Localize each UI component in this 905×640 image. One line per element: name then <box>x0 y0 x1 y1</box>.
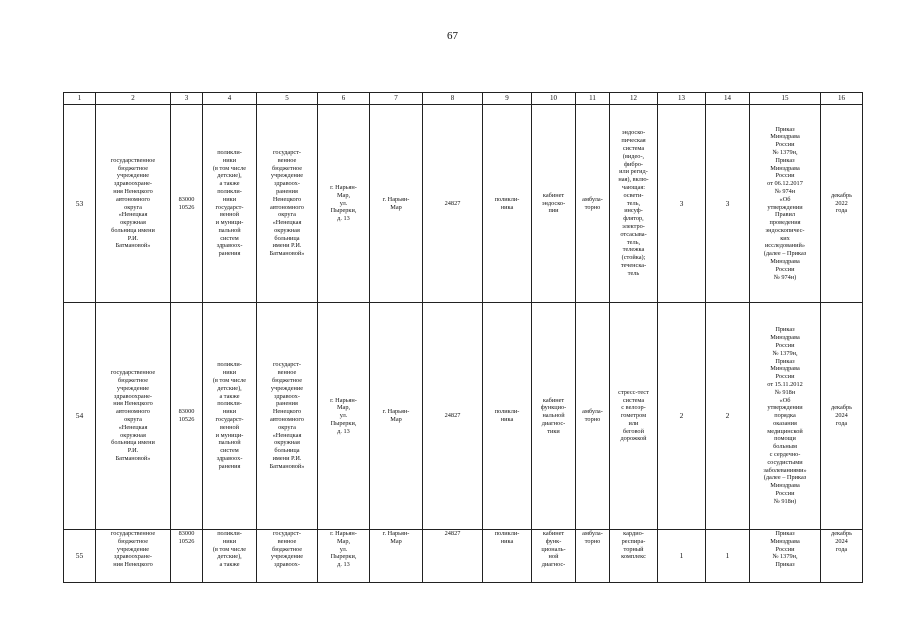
table-cell <box>576 530 610 583</box>
table-cell <box>257 303 318 530</box>
table-cell <box>423 105 483 303</box>
table-cell <box>658 530 706 583</box>
table-cell <box>171 530 203 583</box>
table-cell <box>257 105 318 303</box>
table-row <box>64 303 863 530</box>
table-cell <box>532 105 576 303</box>
header-cell: 13 <box>658 93 706 105</box>
header-cell: 14 <box>706 93 750 105</box>
table-cell <box>318 303 370 530</box>
cell-text: г. Нарьян- Мар <box>382 530 410 545</box>
cell-text: кардио- респира- торный комплекс <box>621 530 646 561</box>
cell-text: государственное бюджетное учреждение здравоохране- ния Ненецкого <box>110 530 156 569</box>
header-cell: 12 <box>610 93 658 105</box>
table-cell <box>706 105 750 303</box>
cell-text: 55 <box>75 551 84 561</box>
table-cell <box>257 530 318 583</box>
table-cell <box>96 530 171 583</box>
cell-text: амбула- торно <box>582 530 603 545</box>
table-cell <box>96 105 171 303</box>
cell-text: поликли- ники (в том числе детские), а также поликли- ники государст- венной и муници- пальной систем здравоох- ранения <box>212 361 247 470</box>
cell-text: декабрь 2024 года <box>831 404 852 427</box>
header-cell: 9 <box>483 93 532 105</box>
table-cell <box>203 530 257 583</box>
cell-text: г. Нарьян- Мар, ул. Пырерки, д. 13 <box>330 184 357 223</box>
cell-text: Приказ Минздрава России № 1379н, Приказ Минздрава России от 06.12.2017 № 974н «Об утверждении Правил проведения эндоскопичес- ких исследований» (далее – Приказ Минздрава России № 974н) <box>763 125 807 281</box>
cell-text: декабрь 2024 года <box>831 530 852 553</box>
table-cell <box>750 530 821 583</box>
table-cell <box>532 303 576 530</box>
table-row <box>64 105 863 303</box>
table-cell <box>610 530 658 583</box>
cell-text: Приказ Минздрава России № 1379н, Приказ Минздрава России от 15.11.2012 № 918н «Об утверждении порядка оказания медицинской помощи больным с сердечно- сосудистыми заболеваниями» (далее – Приказ Минздрава России № 918н) <box>763 326 807 505</box>
table-cell <box>483 530 532 583</box>
header-cell: 15 <box>750 93 821 105</box>
cell-text: государст- венное бюджетное учреждение здравоох- ранения Ненецкого автономного округа «Ненецкая окружная больница имени Р.И. Батмановой» <box>269 361 305 470</box>
table-cell <box>576 105 610 303</box>
cell-text: поликли- ники (в том числе детские), а также поликли- ники государст- венной и муници- пальной систем здравоох- ранения <box>212 148 247 258</box>
table-cell <box>658 303 706 530</box>
cell-text: государственное бюджетное учреждение здравоохране- ния Ненецкого автономного округа «Ненецкая окружная больница имени Р.И. Батмановой» <box>110 156 156 250</box>
table-cell <box>423 530 483 583</box>
table-cell <box>171 303 203 530</box>
cell-text: 83000 10526 <box>178 530 195 545</box>
table-cell <box>821 105 863 303</box>
cell-text: г. Нарьян- Мар <box>382 408 410 423</box>
table-cell <box>96 303 171 530</box>
cell-text: кабинет функцио- нальной диагнос- тики <box>540 396 567 435</box>
header-cell: 8 <box>423 93 483 105</box>
table-cell <box>658 105 706 303</box>
cell-text: 24827 <box>444 412 461 420</box>
header-cell: 1 <box>64 93 96 105</box>
table-cell <box>532 530 576 583</box>
table-cell <box>370 530 423 583</box>
cell-text: поликли- ники (в том числе детские), а также <box>212 530 247 569</box>
cell-text: государст- венное бюджетное учреждение здравоох- <box>270 530 304 569</box>
table-cell <box>370 303 423 530</box>
header-cell: 16 <box>821 93 863 105</box>
table-row <box>64 530 863 583</box>
cell-text: 54 <box>75 411 84 421</box>
cell-text: 24827 <box>444 530 461 537</box>
table-cell <box>483 303 532 530</box>
cell-text: декабрь 2022 года <box>831 191 852 215</box>
table-cell <box>750 303 821 530</box>
page-number: 67 <box>447 30 458 42</box>
cell-text: 83000 10526 <box>178 195 195 211</box>
table-cell <box>750 105 821 303</box>
cell-text: государственное бюджетное учреждение здравоохране- ния Ненецкого автономного округа «Ненецкая окружная больница имени Р.И. Батмановой» <box>110 369 156 462</box>
table-cell <box>318 530 370 583</box>
cell-text: государст- венное бюджетное учреждение здравоох- ранения Ненецкого автономного округа «Ненецкая окружная больница имени Р.И. Батмановой» <box>269 148 305 258</box>
table-cell <box>171 105 203 303</box>
cell-text: поликли- ника <box>494 408 520 423</box>
header-cell: 10 <box>532 93 576 105</box>
cell-text: г. Нарьян- Мар, ул. Пырерки, д. 13 <box>330 530 357 569</box>
cell-text: стресс-тест система с велоэр- гометром или беговой дорожкой <box>618 388 649 443</box>
cell-text: Приказ Минздрава России № 1379н, Приказ <box>770 530 800 569</box>
cell-text: поликли- ника <box>494 530 520 545</box>
cell-text: 83000 10526 <box>178 408 195 423</box>
cell-text: 1 <box>679 551 684 561</box>
cell-text: амбула- торно <box>582 408 603 423</box>
table-cell <box>821 303 863 530</box>
cell-text: 2 <box>679 411 684 421</box>
cell-text: амбула- торно <box>582 195 603 211</box>
cell-text: г. Нарьян- Мар, ул. Пырерки, д. 13 <box>330 396 357 435</box>
header-cell: 2 <box>96 93 171 105</box>
cell-text: эндоско- пическая система (видео-, фибро- или регид- ная), вклю- чающая: освети- тель, инсуф- флятор, электро- отсасыва- тель, тележка (стойка); теченска- тель <box>618 129 649 277</box>
header-cell: 5 <box>257 93 318 105</box>
table-cell <box>370 105 423 303</box>
table-cell <box>423 303 483 530</box>
cell-text: кабинет функ- циональ- ной диагнос- <box>541 530 566 569</box>
header-cell: 6 <box>318 93 370 105</box>
row-number-cell <box>64 530 96 583</box>
cell-text: 2 <box>725 411 730 421</box>
cell-text: 53 <box>75 198 84 208</box>
header-cell: 3 <box>171 93 203 105</box>
row-number-cell <box>64 105 96 303</box>
row-number-cell <box>64 303 96 530</box>
table-cell <box>821 530 863 583</box>
document-table <box>63 92 863 583</box>
cell-text: 1 <box>725 551 730 561</box>
table-cell <box>483 105 532 303</box>
table-cell <box>610 303 658 530</box>
cell-text: поликли- ника <box>494 195 520 211</box>
table-cell <box>203 105 257 303</box>
table-cell <box>610 105 658 303</box>
header-row <box>64 93 863 105</box>
header-cell: 7 <box>370 93 423 105</box>
cell-text: 24827 <box>444 199 461 207</box>
table-cell <box>576 303 610 530</box>
table-cell <box>706 530 750 583</box>
table-cell <box>706 303 750 530</box>
header-cell: 4 <box>203 93 257 105</box>
table-cell <box>318 105 370 303</box>
header-cell: 11 <box>576 93 610 105</box>
cell-text: 3 <box>679 198 684 208</box>
cell-text: кабинет эндоско- пии <box>541 191 566 215</box>
cell-text: г. Нарьян- Мар <box>382 195 410 211</box>
table-cell <box>203 303 257 530</box>
cell-text: 3 <box>725 198 730 208</box>
